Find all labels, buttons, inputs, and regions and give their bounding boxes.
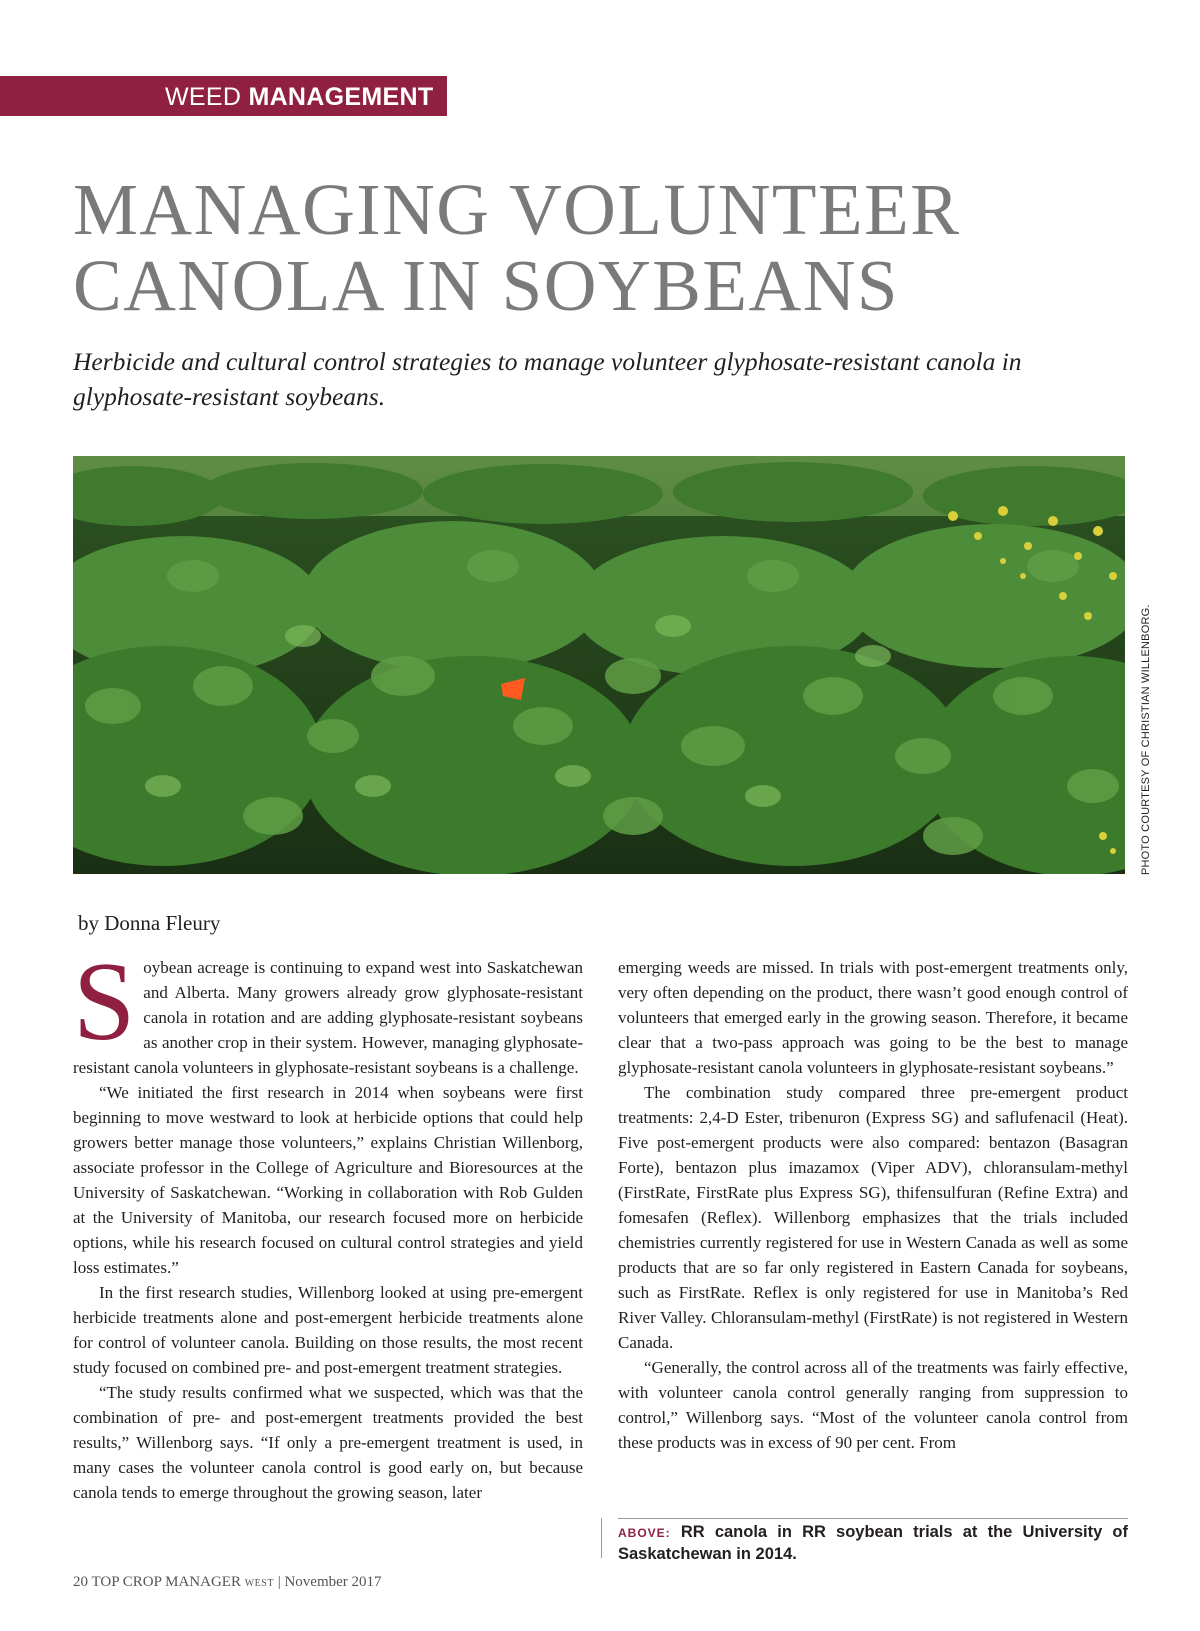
soybean-field-photo: [73, 456, 1125, 874]
section-label: [165, 80, 433, 114]
article-paragraph: emerging weeds are missed. In trials with post-emergent treatments only, very often depending on the product, there wasn’t good enough control of volunteers that emerged early in the growing season. Therefore, it became clear that a two-pass approach was going to be the best to manage glyphosate-resistant canola volunteers in glyphosate-resistant soybeans.”: [618, 958, 1128, 1077]
column-divider: [601, 1518, 602, 1558]
byline: by Donna Fleury: [78, 911, 221, 935]
caption-label: ABOVE:: [618, 1526, 671, 1540]
article-paragraph: In the first research studies, Willenborg looked at using pre-emergent herbicide treatments alone and post-emergent herbicide treatments alone for control of volunteer canola. Building on those results, the most recent study focused on combined pre- and post-emergent treatment strategies.: [73, 1283, 583, 1377]
article-column-left: [73, 940, 583, 1505]
magazine-name: TOP CROP MANAGER: [91, 1574, 241, 1590]
article-paragraph: “Generally, the control across all of the treatments was fairly effective, with volunteer canola control generally ranging from suppression to control,” Willenborg says. “Most of the volunteer canola control from these products was in excess of 90 per cent. From: [618, 1358, 1128, 1452]
magazine-edition: WEST: [244, 1578, 274, 1589]
article-paragraph: The combination study compared three pre-emergent product treatments: 2,4-D Ester, tribenuron (Express SG) and saflufenacil (Heat). Five post-emergent products were also compared: bentazon (Basagran Forte), bentazon plus imazamox (Viper ADV), chloransulam-methyl (FirstRate, FirstRate plus Express SG), thifensulfuran (Refine Extra) and fomesafen (Reflex). Willenborg emphasizes that the trials included chemistries currently registered for use in Western Canada as well as some products that are so far only registered in Eastern Canada for soybeans, such as FirstRate. Reflex is only registered for use in Manitoba’s Red River Valley. Chloransulam-methyl (FirstRate) is not registered in Western Canada.: [618, 1083, 1128, 1352]
section-label-bold: MANAGEMENT: [248, 83, 434, 111]
headline-line-2: CANOLA IN SOYBEANS: [73, 245, 900, 326]
issue-date: November 2017: [284, 1574, 382, 1590]
drop-cap: S: [73, 940, 136, 1064]
photo-credit: PHOTO COURTESY OF CHRISTIAN WILLENBORG.: [1140, 604, 1152, 875]
article-headline: [73, 169, 1123, 326]
article-column-right: [618, 955, 1128, 1455]
photo-caption: [618, 1522, 1128, 1565]
article-paragraph: “We initiated the first research in 2014 when soybeans were first beginning to move westward to look at herbicide options that could help growers better manage those volunteers,” explains Christian Willenborg, associate professor in the College of Agriculture and Bioresources at the University of Saskatchewan. “Working in collaboration with Rob Gulden at the University of Manitoba, our research focused more on herbicide options, while his research focused on cultural control strategies and yield loss estimates.”: [73, 1083, 583, 1277]
article-deck: Herbicide and cultural control strategies to manage volunteer glyphosate-resistant canola in glyphosate-resistant soybeans.: [73, 347, 1022, 411]
headline-line-1: MANAGING VOLUNTEER: [73, 169, 961, 250]
article-paragraph: Soybean acreage is continuing to expand west into Saskatchewan and Alberta. Many growers already grow glyphosate-resistant canola in rotation and are adding glyphosate-resistant soybeans as another crop in their system. However, managing glyphosate-resistant canola volunteers in glyphosate-resistant soybeans is a challenge.: [73, 940, 583, 1077]
page-footer: [73, 1574, 382, 1591]
page-number: 20: [73, 1574, 88, 1590]
article-paragraph: “The study results confirmed what we suspected, which was that the combination of pre- and post-emergent treatments provided the best results,” Willenborg says. “If only a pre-emergent treatment is used, in many cases the volunteer canola control is good early on, but because canola tends to emerge throughout the growing season, later: [73, 1383, 583, 1502]
section-label-light: WEED: [165, 83, 242, 111]
footer-separator: |: [277, 1574, 281, 1590]
caption-divider: [618, 1518, 1128, 1519]
caption-text: RR canola in RR soybean trials at the University of Saskatchewan in 2014.: [618, 1523, 1128, 1563]
